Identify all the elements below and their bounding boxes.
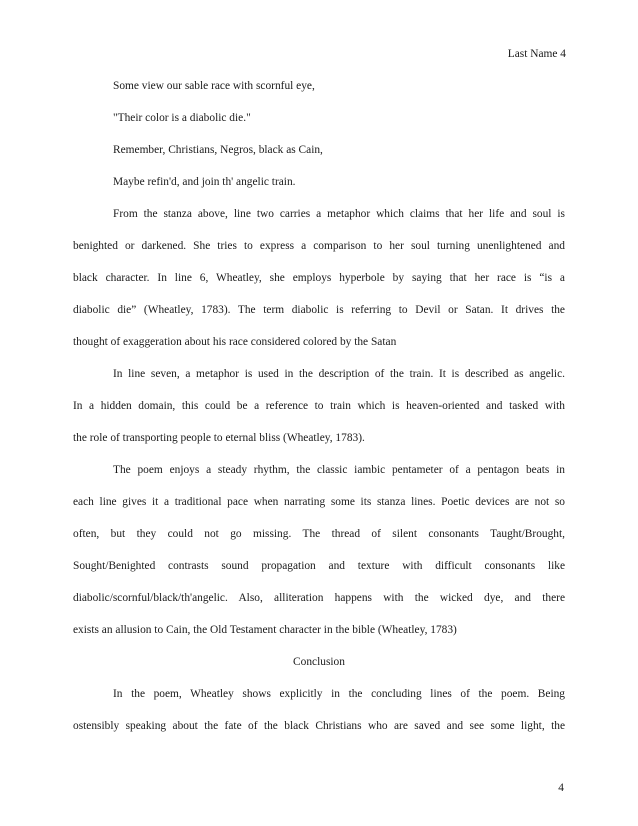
- text-line: The poem enjoys a steady rhythm, the classic iambic pentameter of a pentagon beats in: [113, 464, 565, 476]
- text-line: each line gives it a traditional pace when narrating some its stanza lines. Poetic devices are not so: [73, 496, 565, 508]
- page-number: 4: [558, 782, 564, 794]
- paragraph-rhythm: [73, 461, 565, 639]
- poem-line-4: Maybe refin'd, and join th' angelic train.: [113, 176, 296, 188]
- text-line: ostensibly speaking about the fate of the black Christians who are saved and see some light, the: [73, 720, 565, 732]
- text-line: exists an allusion to Cain, the Old Testament character in the bible (Wheatley, 1783): [73, 624, 457, 636]
- text-line: From the stanza above, line two carries a metaphor which claims that her life and soul is: [113, 208, 565, 220]
- text-line: In line seven, a metaphor is used in the description of the train. It is described as angelic.: [113, 368, 565, 380]
- text-line: black character. In line 6, Wheatley, she employs hyperbole by saying that her race is “is a: [73, 272, 565, 284]
- text-line: the role of transporting people to eternal bliss (Wheatley, 1783).: [73, 432, 365, 444]
- text-line: often, but they could not go missing. The thread of silent consonants Taught/Brought,: [73, 528, 565, 540]
- paragraph-metaphor: [73, 365, 565, 447]
- paragraph-conclusion: [73, 685, 565, 735]
- text-line: thought of exaggeration about his race considered colored by the Satan: [73, 336, 397, 348]
- paragraph-analysis: [73, 205, 565, 351]
- poem-line-1: Some view our sable race with scornful eye,: [113, 80, 315, 92]
- section-heading: Conclusion: [293, 656, 345, 668]
- text-line: benighted or darkened. She tries to express a comparison to her soul turning unenlightened and: [73, 240, 565, 252]
- poem-line-3: Remember, Christians, Negros, black as Cain,: [113, 144, 323, 156]
- text-line: Sought/Benighted contrasts sound propagation and texture with difficult consonants like: [73, 560, 565, 572]
- text-line: diabolic die” (Wheatley, 1783). The term diabolic is referring to Devil or Satan. It drives the: [73, 304, 565, 316]
- text-line: In the poem, Wheatley shows explicitly in the concluding lines of the poem. Being: [113, 688, 565, 700]
- text-line: diabolic/scornful/black/th'angelic. Also, alliteration happens with the wicked dye, and there: [73, 592, 565, 604]
- body-text: [73, 77, 565, 749]
- running-head: Last Name 4: [507, 48, 566, 60]
- poem-line-2: "Their color is a diabolic die.": [113, 112, 251, 124]
- text-line: In a hidden domain, this could be a reference to train which is heaven-oriented and tasked with: [73, 400, 565, 412]
